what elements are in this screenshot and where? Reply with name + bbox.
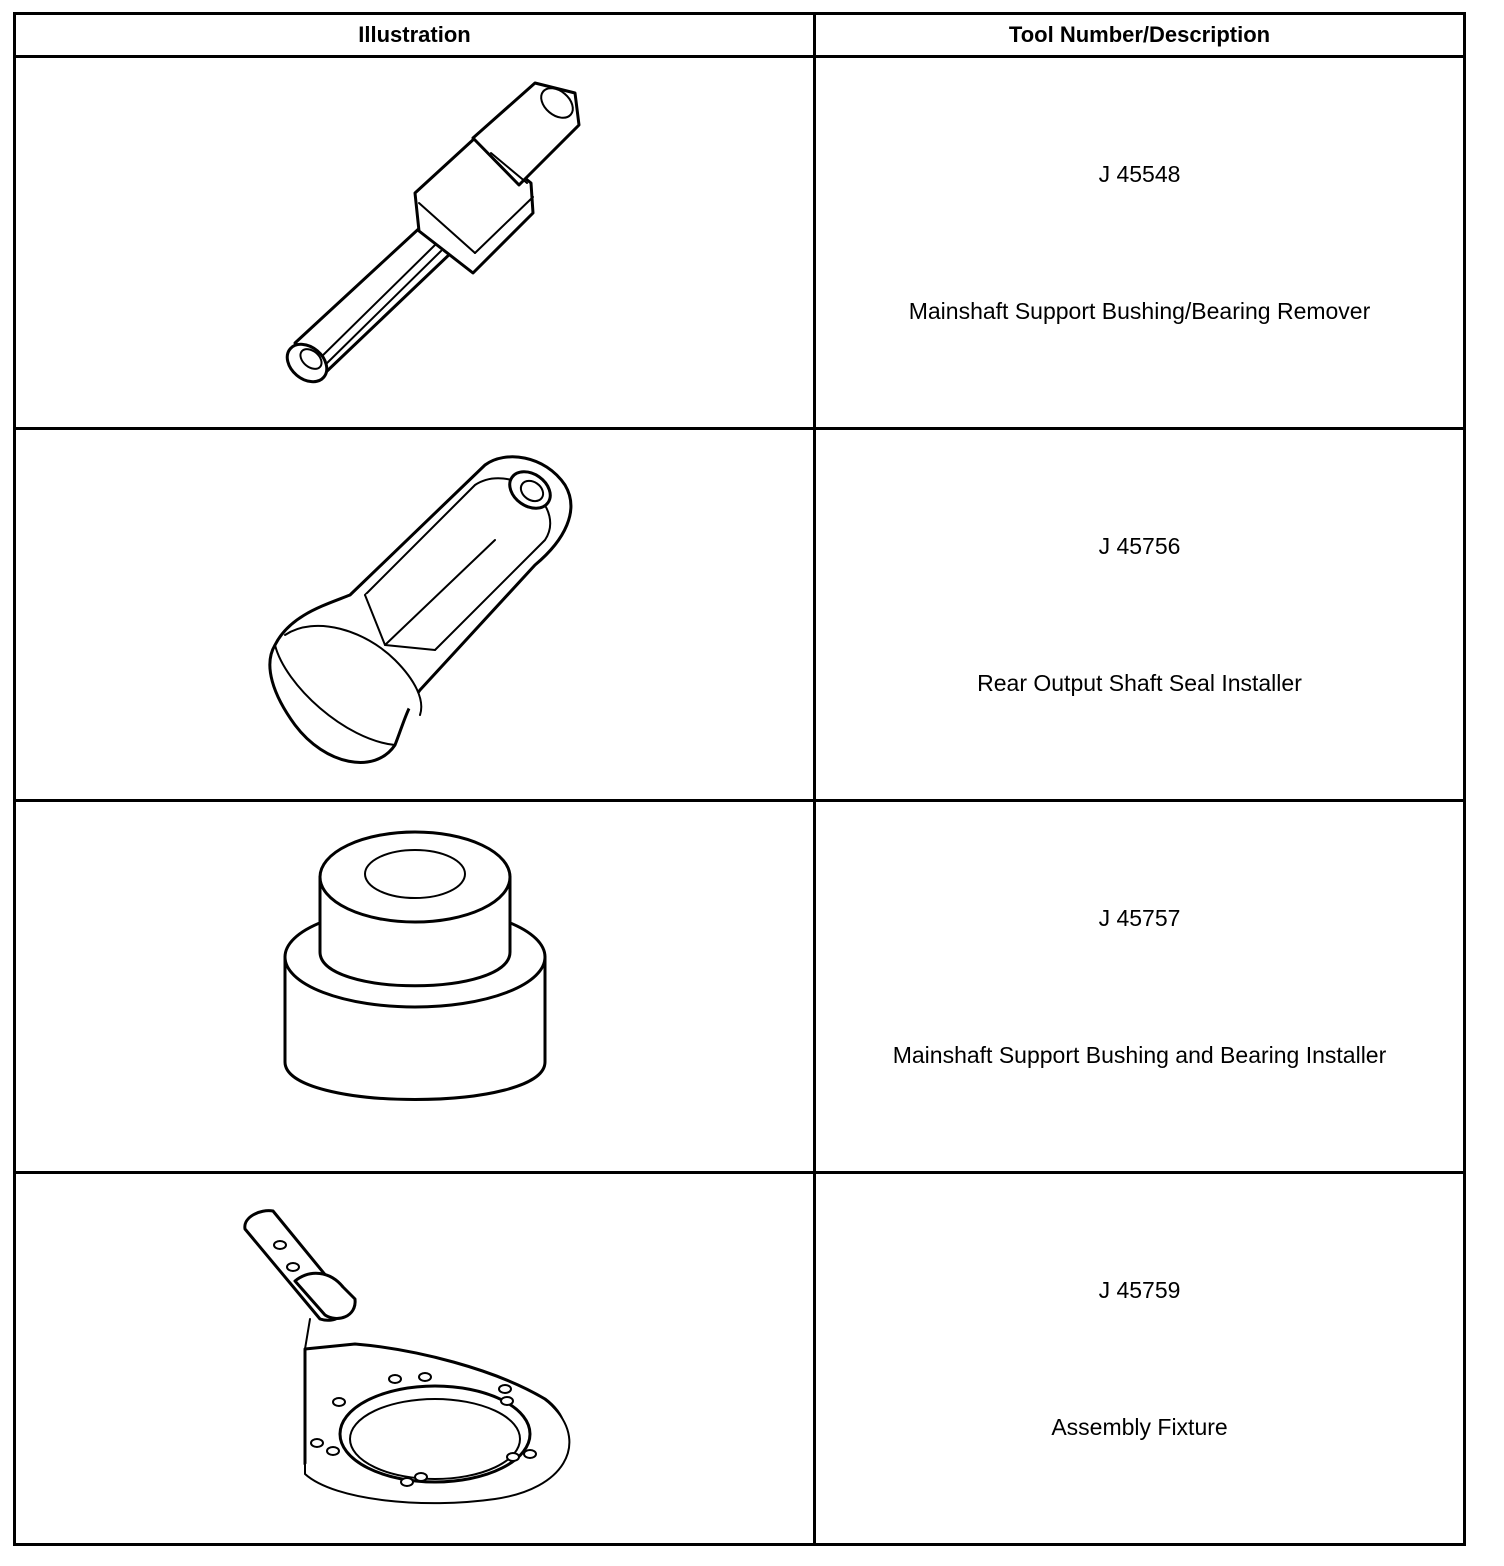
illustration-cell	[15, 1173, 815, 1545]
table-row	[15, 429, 1465, 801]
tool-description: Rear Output Shaft Seal Installer	[977, 669, 1302, 696]
tool-description: Mainshaft Support Bushing/Bearing Remover	[908, 297, 1371, 324]
tool-description: Mainshaft Support Bushing and Bearing Installer	[892, 1041, 1387, 1068]
header-illustration: Illustration	[15, 14, 815, 57]
tool-info-cell	[815, 429, 1465, 801]
remover-tool-icon	[235, 73, 595, 413]
header-tool-number-description: Tool Number/Description	[815, 14, 1465, 57]
tool-number: J 45756	[1098, 532, 1181, 559]
seal-installer-icon	[235, 445, 595, 785]
tool-number: J 45759	[1098, 1276, 1181, 1303]
tool-table	[13, 12, 1466, 1546]
tool-number: J 45757	[1098, 904, 1181, 931]
table-row	[15, 1173, 1465, 1545]
tool-info-cell	[815, 57, 1465, 429]
assembly-fixture-icon	[235, 1199, 595, 1519]
illustration-cell	[15, 57, 815, 429]
table-row	[15, 57, 1465, 429]
header-row	[15, 14, 1465, 57]
tool-info-cell	[815, 801, 1465, 1173]
illustration-cell	[15, 429, 815, 801]
illustration-cell	[15, 801, 815, 1173]
bushing-installer-icon	[265, 822, 565, 1152]
tool-number: J 45548	[1098, 160, 1181, 187]
tool-info-cell	[815, 1173, 1465, 1545]
table-row	[15, 801, 1465, 1173]
tool-description: Assembly Fixture	[1051, 1413, 1228, 1440]
